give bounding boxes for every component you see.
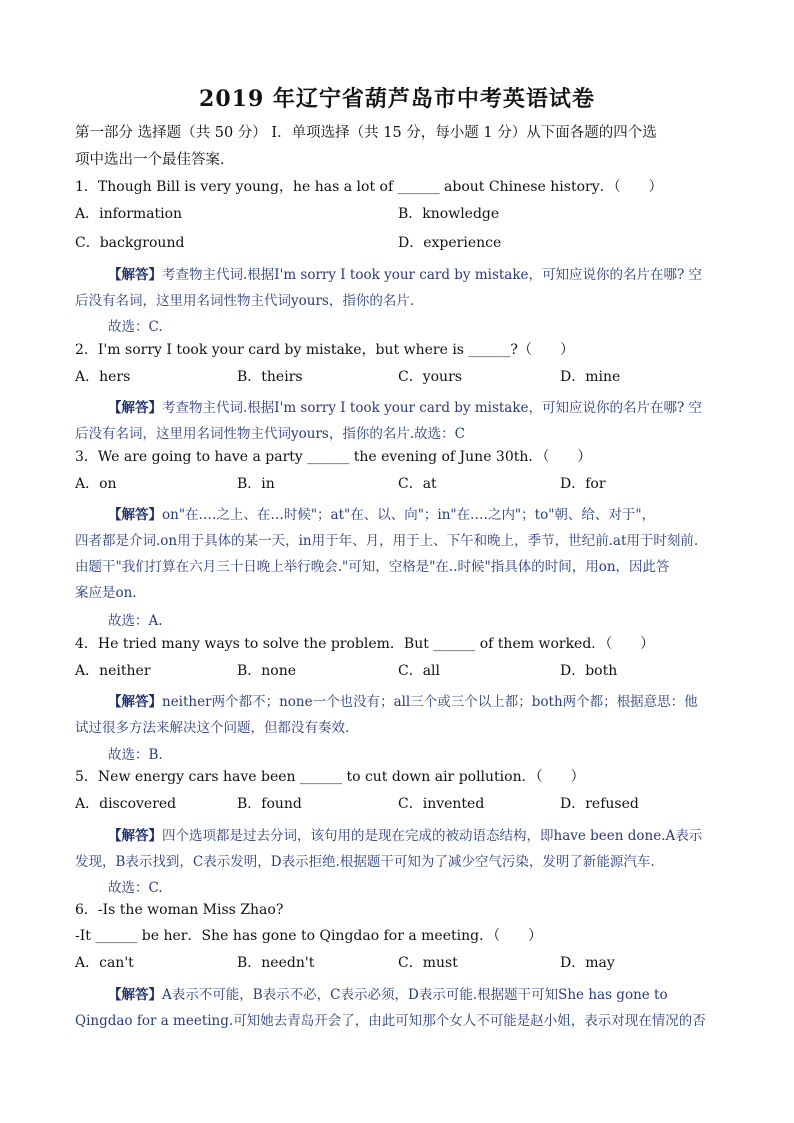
q5-option-a: A．discovered: [75, 796, 177, 812]
q4-answer-explanation: [75, 689, 725, 741]
answer-tag: 【解答】: [108, 828, 162, 844]
question-4-stem: 4．He tried many ways to solve the problem．But ______ of them worked．（ ）: [75, 636, 655, 652]
q6-option-d: D．may: [560, 955, 615, 971]
q1-option-c: C．background: [75, 235, 185, 251]
question-1-stem: 1．Though Bill is very young，he has a lot of ______ about Chinese history．（ ）: [75, 179, 663, 195]
q6-option-c: C．must: [398, 955, 458, 971]
page-title: 2019 年辽宁省葫芦岛市中考英语试卷: [199, 86, 595, 112]
answer-text: neither两个都不；none一个也没有；all三个或三个以上都；both两个都；根据意思：他: [162, 694, 698, 710]
q6-option-b: B．needn't: [237, 955, 315, 971]
q5-answer-explanation: [75, 823, 725, 875]
q6-option-a: A．can't: [75, 955, 134, 971]
q4-option-a: A．neither: [75, 663, 151, 679]
answer-tag: 【解答】: [108, 694, 162, 710]
question-2-stem: 2．I'm sorry I took your card by mistake，but where is ______?（ ）: [75, 342, 574, 358]
q5-option-c: C．invented: [398, 796, 485, 812]
answer-tag: 【解答】: [108, 267, 162, 283]
q1-answer-pick: 故选：C.: [108, 319, 163, 335]
answer-text: 考查物主代词.根据I'm sorry I took your card by mistake，可知应说你的名片在哪? 空: [162, 267, 703, 283]
q4-option-b: B．none: [237, 663, 297, 679]
answer-tag: 【解答】: [108, 400, 162, 416]
question-6-stem: 6．-Is the woman Miss Zhao?: [75, 902, 284, 918]
q3-answer-pick: 故选：A.: [108, 613, 163, 629]
answer-text: 后没有名词，这里用名词性物主代词yours，指你的名片.: [75, 293, 415, 309]
q2-option-d: D．mine: [560, 369, 621, 385]
q3-option-b: B．in: [237, 476, 275, 492]
answer-text: 后没有名词，这里用名词性物主代词yours，指你的名片.故选：C: [75, 426, 465, 442]
answer-text: Qingdao for a meeting.可知她去青岛开会了，由此可知那个女人不可能是赵小姐，表示对现在情况的否: [75, 1013, 706, 1029]
q1-answer-explanation: [75, 262, 725, 314]
q1-option-d: D．experience: [398, 235, 502, 251]
q5-option-d: D．refused: [560, 796, 639, 812]
question-3-stem: 3．We are going to have a party ______ the evening of June 30th．（ ）: [75, 449, 592, 465]
q6-answer-explanation: [75, 982, 725, 1034]
answer-text: 发现，B表示找到，C表示发明，D表示拒绝.根据题干可知为了减少空气污染，发明了新能源汽车.: [75, 854, 655, 870]
answer-text: 考查物主代词.根据I'm sorry I took your card by mistake，可知应说你的名片在哪? 空: [162, 400, 703, 416]
answer-text: 试过很多方法来解决这个问题，但都没有奏效.: [75, 720, 350, 736]
answer-text: 由题干"我们打算在六月三十日晚上举行晚会."可知，空格是"在..时候"指具体的时间，用on，因此答: [75, 559, 670, 575]
answer-text: 案应是on.: [75, 585, 137, 601]
q2-option-c: C．yours: [398, 369, 462, 385]
q3-answer-explanation: [75, 502, 725, 606]
answer-tag: 【解答】: [108, 507, 162, 523]
answer-text: 四者都是介词.on用于具体的某一天，in用于年、月，用于上、下午和晚上，季节，世纪前.at用于时刻前.: [75, 533, 699, 549]
q3-option-c: C．at: [398, 476, 437, 492]
q2-option-b: B．theirs: [237, 369, 303, 385]
question-6-stem-line2: -It ______ be her．She has gone to Qingdao for a meeting．（ ）: [75, 928, 543, 944]
section-intro-line2: 项中选出一个最佳答案．: [75, 152, 235, 168]
q3-option-a: A．on: [75, 476, 117, 492]
answer-text: on"在.…之上、在…时候"；at"在、以、向"；in"在.…之内"；to"朝、给、对于"，: [162, 507, 656, 523]
q4-option-c: C．all: [398, 663, 441, 679]
answer-text: A表示不可能，B表示不必，C表示必须，D表示可能.根据题干可知She has gone to: [162, 987, 668, 1003]
q1-option-a: A．information: [75, 206, 183, 222]
question-5-stem: 5．New energy cars have been ______ to cut down air pollution．（ ）: [75, 769, 585, 785]
q3-option-d: D．for: [560, 476, 606, 492]
q4-answer-pick: 故选：B.: [108, 747, 163, 763]
answer-tag: 【解答】: [108, 987, 162, 1003]
q5-option-b: B．found: [237, 796, 302, 812]
section-intro-line1: 第一部分 选择题（共 50 分） Ⅰ．单项选择（共 15 分，每小题 1 分）从下面各题的四个选: [75, 125, 657, 141]
q5-answer-pick: 故选：C.: [108, 880, 163, 896]
answer-text: 四个选项都是过去分词，该句用的是现在完成的被动语态结构，即have been done.A表示: [162, 828, 703, 844]
q2-answer-explanation: [75, 395, 725, 447]
q2-option-a: A．hers: [75, 369, 131, 385]
q4-option-d: D．both: [560, 663, 618, 679]
q1-option-b: B．knowledge: [398, 206, 500, 222]
